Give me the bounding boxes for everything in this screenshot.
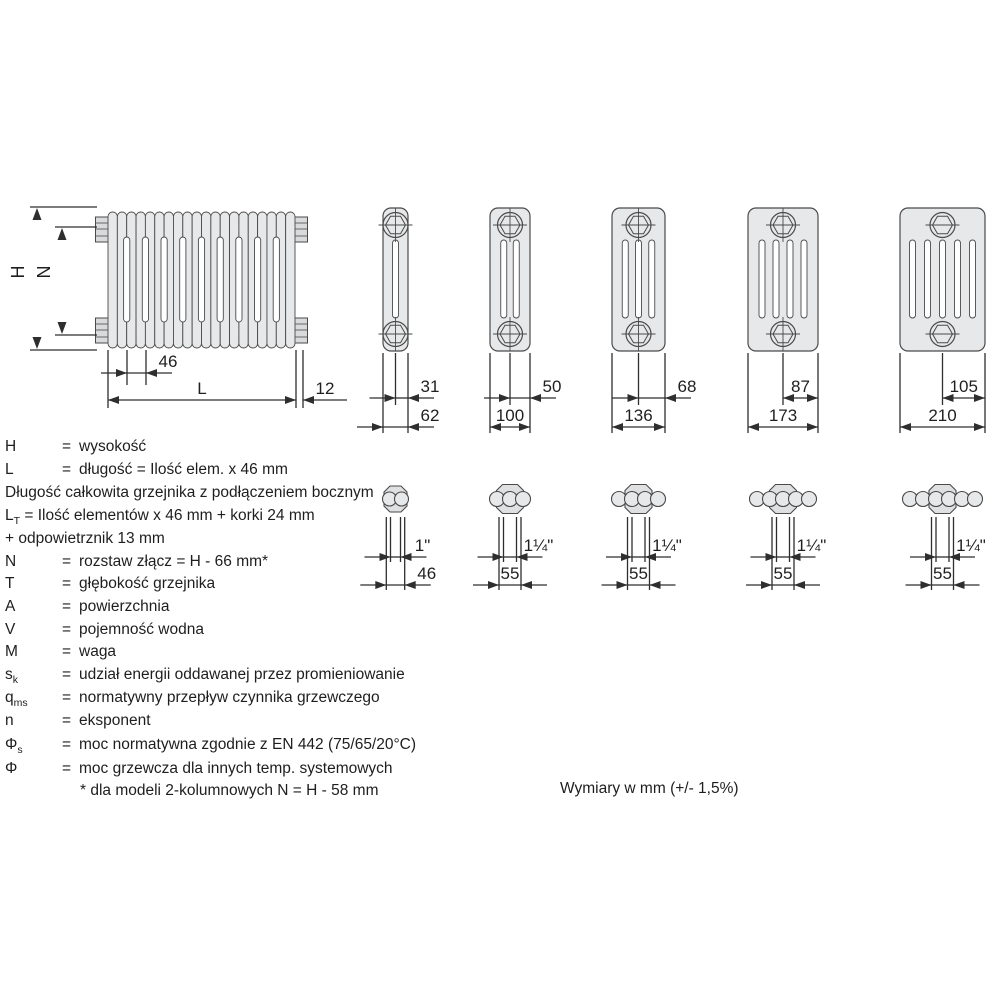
legend-definition: moc grzewcza dla innych temp. systemowych [79,760,393,777]
element-gap-slot [124,237,130,322]
legend-text: * dla modeli 2-kolumnowych N = H - 58 mm [80,782,379,799]
depth-label: 100 [495,406,525,425]
pitch-label: 55 [933,564,952,583]
legend-symbol: Φ [5,760,18,777]
legend-definition: normatywny przepływ czynnika grzewczego [79,689,380,706]
legend-text: Długość całkowita grzejnika z podłączeniem bocznym [5,484,374,501]
radiator-tube [108,212,117,348]
connection-spacing-label: N [34,265,54,279]
section-slot [501,240,507,318]
legend-equals: = [62,598,72,615]
legend-text: $L_T$ = Ilość elementów x 46 mm + korki 24 mm [5,507,315,528]
legend-equals: = [62,575,72,592]
legend-symbol: T [5,575,15,592]
element-gap-slot [217,237,223,322]
top-view-dimensions [360,517,436,590]
legend-symbol: M [5,643,18,660]
top-view-dimensions [746,517,826,590]
legend-equals: = [62,553,72,570]
depth-label: 136 [624,406,653,425]
cross-section-6col [900,208,985,433]
section-slot [649,240,655,318]
half-depth-label: 31 [420,377,440,396]
element-gap-slot [161,237,167,322]
tube-circle [968,492,983,507]
depth-label: 210 [928,406,957,425]
depth-label: 173 [768,406,798,425]
thread-size-label: 1¼" [652,536,682,555]
legend-symbol: A [5,598,16,615]
element-gap-slot [142,237,148,322]
legend-equals: = [62,712,72,729]
section-slot [759,240,765,318]
thread-size-label: 1¼" [956,536,986,555]
cross-section-4col [612,208,696,433]
section-slot [801,240,807,318]
legend-equals: = [62,736,72,753]
section-slot [910,240,916,318]
section-slot [622,240,628,318]
element-gap-slot [236,237,242,322]
tube-circle [395,492,409,506]
legend-equals: = [62,621,72,638]
legend-definition: pojemność wodna [79,621,204,638]
connection-stub [295,318,308,343]
legend-equals: = [62,438,72,455]
section-slot [925,240,931,318]
pitch-label: 55 [500,564,520,583]
legend-definition: moc normatywna zgodnie z EN 442 (75/65/20°C) [79,736,417,753]
legend-symbol: $\Phi_s$ [5,736,23,757]
pitch-label: 55 [773,564,793,583]
legend-definition: rozstaw złącz = H - 66 mm* [79,553,269,570]
legend-symbol: N [5,553,17,570]
cross-section-5col [748,208,818,433]
legend-symbol: H [5,438,17,455]
radiator-tube [286,212,295,348]
element-gap-slot [198,237,204,322]
connection-stub [96,318,109,343]
legend-symbol: n [5,712,14,729]
top-view-dimensions [473,517,553,590]
thread-size-label: 1¼" [796,536,827,555]
pitch-label: 46 [417,564,437,583]
section-slot [940,240,946,318]
top-view-5col [746,485,826,591]
pitch-label: 55 [629,564,648,583]
top-view-dimensions [906,517,986,590]
half-depth-label: 50 [542,377,562,396]
legend-definition: waga [79,643,117,660]
legend-symbol: L [5,461,14,478]
cap-width-label: 12 [315,379,335,398]
connection-spacing-dimension [34,227,97,335]
section-slot [970,240,976,318]
legend-definition: udział energii oddawanej przez promieniowanie [79,666,405,683]
height-label: H [8,265,28,279]
top-view-4col [602,485,682,591]
half-depth-label: 105 [949,377,978,396]
legend-symbol: $s_k$ [5,666,18,687]
section-slot [787,240,793,318]
section-dimensions [484,353,561,433]
section-dimensions [357,353,439,433]
top-view-dimensions [602,517,682,590]
section-slot [393,240,399,318]
element-width-label: 46 [158,352,178,371]
top-view-6col [903,485,986,591]
element-gap-slot [180,237,186,322]
section-dimensions [900,353,985,433]
thread-size-label: 1" [414,536,431,555]
thread-size-label: 1¼" [523,536,554,555]
cross-section-2col [357,208,439,433]
legend-equals: = [62,760,72,777]
legend-symbol: $q_{ms}$ [5,689,28,710]
half-depth-label: 68 [677,377,697,396]
element-gap-slot [255,237,261,322]
legend-equals: = [62,689,72,706]
section-dimensions [612,353,696,433]
dimensions-footnote: Wymiary w mm (+/- 1,5%) [560,780,739,797]
section-slot [773,240,779,318]
legend-definition: powierzchnia [79,598,170,615]
depth-label: 62 [420,406,440,425]
legend-definition: eksponent [79,712,151,729]
legend-equals: = [62,461,72,478]
connection-stub [96,217,109,242]
element-gap-slot [273,237,279,322]
tube-circle [802,492,817,507]
section-slot [636,240,642,318]
top-view-2col [360,486,436,590]
section-dimensions [748,353,818,433]
half-depth-label: 87 [791,377,810,396]
top-view-3col [473,485,553,591]
section-slot [513,240,519,318]
legend-definition: długość = Ilość elem. x 46 mm [79,461,288,478]
legend-definition: wysokość [79,438,147,455]
section-slot [955,240,961,318]
tube-circle [651,492,666,507]
tube-circle [516,492,531,507]
length-label: L [197,379,207,398]
connection-stub [295,217,308,242]
legend-equals: = [62,666,72,683]
length-dimensions [101,350,347,408]
legend-symbol: V [5,621,16,638]
front-view [8,207,347,408]
legend-definition: głębokość grzejnika [79,575,216,592]
legend-equals: = [62,643,72,660]
legend-text: + odpowietrznik 13 mm [5,530,165,547]
cross-section-3col [484,208,561,433]
